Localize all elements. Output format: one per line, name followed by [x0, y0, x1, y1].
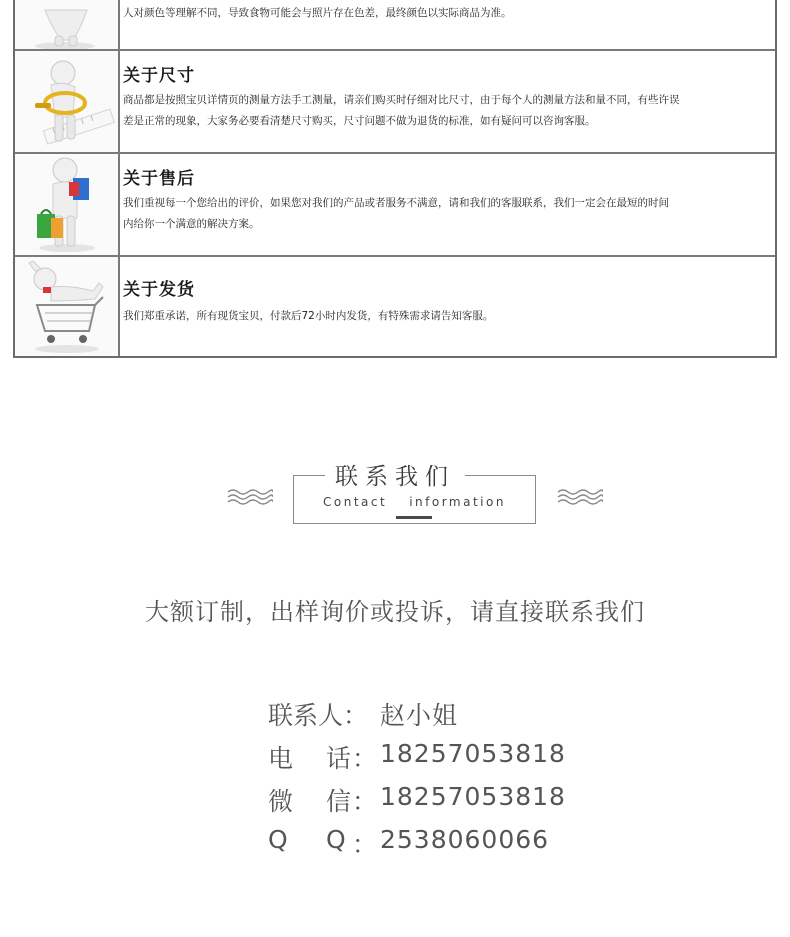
section-subtitle	[293, 495, 536, 509]
info-row-icon-cell	[15, 257, 120, 356]
contact-person-value: 赵小姐	[380, 701, 459, 730]
section-title: 联系我们	[325, 458, 465, 491]
contact-phone-label-a: 电	[268, 744, 294, 773]
wave-left-icon	[227, 488, 273, 506]
info-row-text-cell	[122, 154, 773, 255]
info-row-title: 关于售后	[123, 169, 195, 189]
contact-colon: ：	[352, 744, 378, 773]
contact-section-header	[0, 450, 790, 540]
figure-shopping-bags-icon	[15, 154, 118, 255]
figure-shopping-cart-icon	[15, 257, 118, 356]
info-row-title: 关于尺寸	[123, 66, 195, 86]
info-row-text-cell	[122, 257, 773, 356]
figure-magnifier-icon	[15, 51, 118, 152]
contact-colon: ：	[352, 830, 378, 859]
info-row-body-line: 我们重视每一个您给出的评价，如果您对我们的产品或者服务不满意，请和我们的客服联系，我们一定会在最短的时间	[123, 197, 669, 209]
info-table	[13, 0, 777, 358]
figure-pondering-icon	[15, 0, 118, 49]
section-subtitle-a: Contact	[323, 495, 388, 509]
cta-text: 大额订制，出样询价或投诉，请直接联系我们	[145, 598, 645, 626]
section-subtitle-b: information	[409, 495, 506, 509]
info-row-body-line: 商品都是按照宝贝详情页的测量方法手工测量，请亲们购买时仔细对比尺寸，由于每个人的测量方法和量不同，有些许误	[123, 94, 680, 106]
info-row-text-cell	[122, 0, 773, 49]
info-row-size	[15, 51, 775, 154]
contact-phone-value[interactable]: 18257053818	[380, 739, 566, 768]
contact-phone-label-b: 话	[326, 744, 352, 773]
header-underline	[396, 516, 432, 519]
info-row-icon-cell	[15, 51, 120, 152]
contact-qq-value[interactable]: 2538060066	[380, 825, 550, 854]
info-row-text-cell	[122, 51, 773, 152]
info-row-icon-cell	[15, 154, 120, 255]
info-row-body-line: 我们郑重承诺，所有现货宝贝，付款后72小时内发货，有特殊需求请告知客服。	[123, 310, 494, 322]
info-row-body-line: 差是正常的现象，大家务必要看清楚尺寸购买，尺寸问题不做为退货的标准，如有疑问可以咨询客服。	[123, 115, 596, 127]
header-title-wrap	[0, 458, 790, 491]
contact-colon: ：	[352, 787, 378, 816]
contact-wechat-value[interactable]: 18257053818	[380, 782, 566, 811]
info-row-icon-cell	[15, 0, 120, 49]
contact-qq-label-b: Q	[326, 825, 346, 854]
info-row-aftersale	[15, 154, 775, 257]
info-row-body-line: 人对颜色等理解不同，导致食物可能会与照片存在色差，最终颜色以实际商品为准。	[123, 7, 512, 19]
info-row-color	[15, 0, 775, 51]
info-row-shipping	[15, 257, 775, 356]
info-row-body-line: 内给你一个满意的解决方案。	[123, 218, 260, 230]
contact-wechat-label-b: 信	[326, 787, 352, 816]
contact-qq-label-a: Q	[268, 825, 288, 854]
wave-right-icon	[557, 488, 603, 506]
info-row-title: 关于发货	[123, 280, 195, 300]
contact-wechat-label-a: 微	[268, 787, 294, 816]
contact-person-label: 联系人：	[268, 701, 369, 730]
